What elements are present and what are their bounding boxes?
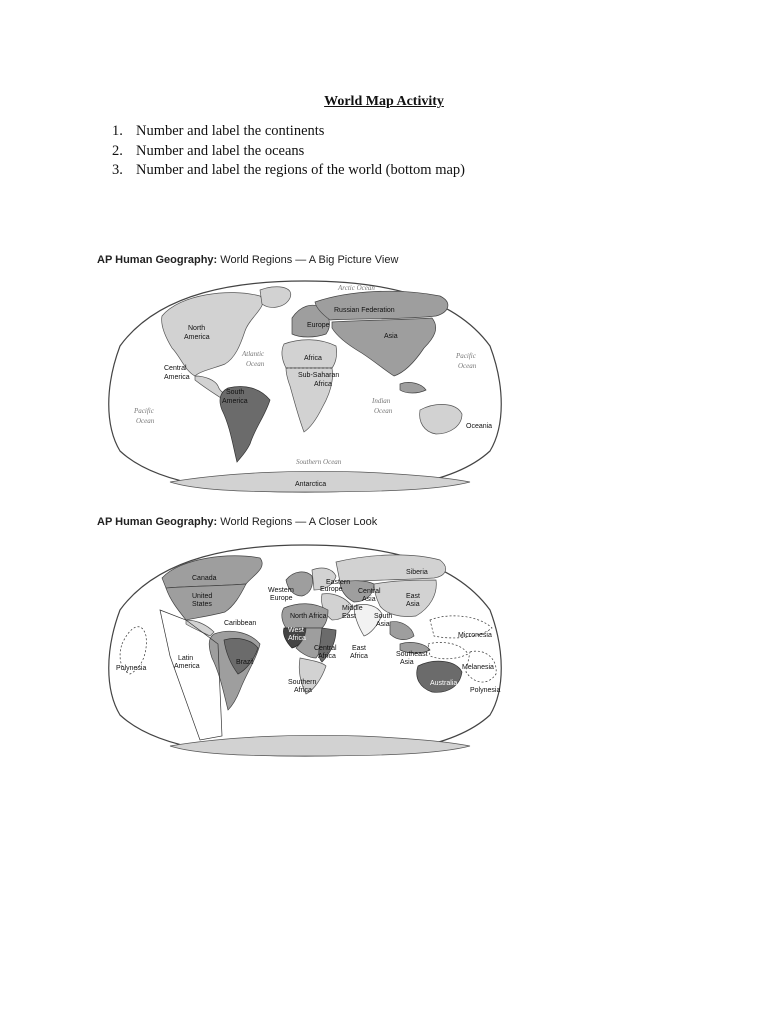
instruction-number: 2. [112, 142, 123, 159]
ocean-label-indian: Indian Ocean [372, 397, 393, 415]
instruction-text: Number and label the oceans [136, 142, 305, 159]
label-united-states: United States [192, 593, 213, 608]
label-canada: Canada [192, 575, 217, 582]
map2-heading [97, 516, 377, 528]
label-polynesia-east: Polynesia [470, 687, 501, 694]
ocean-label-southern: Southern Ocean [296, 458, 342, 466]
label-west-africa: West Africa [288, 627, 306, 642]
label-siberia: Siberia [406, 569, 428, 576]
map1-heading-bold: AP Human Geography: [97, 254, 218, 266]
label-middle-east: Middle East [342, 605, 363, 620]
label-africa: Africa [304, 355, 322, 362]
label-caribbean: Caribbean [224, 620, 257, 627]
label-central-america: Central America [164, 365, 190, 381]
label-oceania: Oceania [466, 423, 493, 430]
label-melanesia: Melanesia [462, 664, 494, 671]
world-regions-big-picture-map [100, 276, 510, 496]
world-regions-closer-look-map [100, 540, 510, 760]
instruction-list [112, 122, 465, 181]
instruction-text: Number and label the regions of the world (bottom map) [136, 162, 465, 178]
label-australia: Australia [430, 680, 458, 687]
siberia-shape [336, 555, 446, 582]
label-latin-america: Latin America [174, 655, 200, 670]
label-southern-africa: Southern Africa [288, 679, 317, 694]
instruction-item [112, 161, 465, 181]
label-north-africa: North Africa [290, 613, 327, 620]
label-eastern-europe: Eastern Europe [320, 579, 351, 593]
label-europe: Europe [307, 322, 330, 329]
label-south-america: South America [222, 389, 248, 405]
ocean-label-arctic: Arctic Ocean [338, 284, 375, 292]
label-micronesia: Micronesia [458, 632, 492, 639]
label-brazil: Brazil [236, 659, 254, 666]
north-africa-shape [282, 340, 337, 368]
map1-heading [97, 254, 398, 266]
label-south-asia: South Asia [374, 613, 393, 628]
map2-heading-bold: AP Human Geography: [97, 516, 218, 528]
ocean-label-atlantic: Atlantic Ocean [242, 350, 265, 368]
instruction-item [112, 122, 465, 142]
label-central-asia: Central Asia [358, 588, 381, 603]
instruction-number: 1. [112, 123, 123, 139]
ocean-label-pacific-west: Pacific Ocean [134, 407, 155, 425]
label-east-africa: East Africa [350, 645, 368, 660]
label-western-europe: Western Europe [268, 587, 294, 602]
map2-heading-rest: World Regions — A Closer Look [217, 516, 378, 528]
instruction-item [112, 142, 465, 162]
document-title: World Map Activity [324, 94, 444, 109]
label-polynesia-west: Polynesia [116, 665, 147, 672]
map1-heading-rest: World Regions — A Big Picture View [217, 254, 399, 266]
instruction-text: Number and label the continents [136, 123, 325, 139]
label-central-africa: Central Africa [314, 645, 337, 660]
label-southeast-asia: Southeast Asia [396, 651, 428, 666]
label-asia: Asia [384, 333, 398, 340]
label-east-asia: East Asia [406, 593, 421, 608]
label-russian-federation: Russian Federation [334, 307, 395, 314]
label-north-america: North America [184, 325, 210, 341]
label-antarctica: Antarctica [295, 481, 327, 488]
ocean-label-pacific-east: Pacific Ocean [456, 352, 477, 370]
label-sub-saharan-africa: Sub-Saharan Africa [298, 372, 340, 388]
instruction-number: 3. [112, 162, 123, 178]
